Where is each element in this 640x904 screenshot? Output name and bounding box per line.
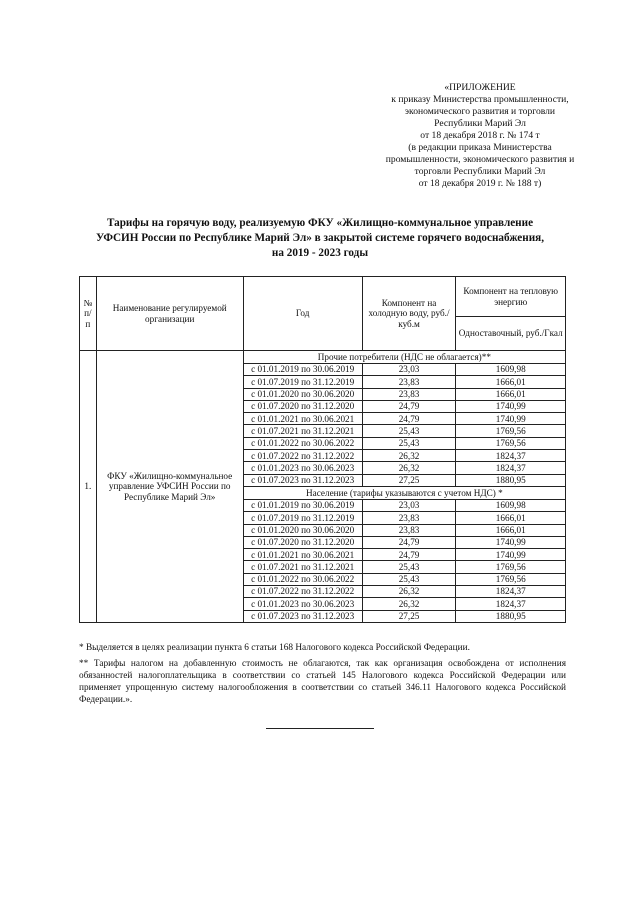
- cold-water-cell: 26,32: [362, 586, 456, 598]
- heat-cell: 1824,37: [456, 462, 566, 474]
- cold-water-cell: 25,43: [362, 561, 456, 573]
- heat-cell: 1740,99: [456, 400, 566, 412]
- cold-water-cell: 23,03: [362, 364, 456, 376]
- heat-cell: 1824,37: [456, 598, 566, 610]
- period-cell: с 01.01.2021 по 30.06.2021: [243, 413, 362, 425]
- period-cell: с 01.07.2019 по 31.12.2019: [243, 376, 362, 388]
- cold-water-cell: 24,79: [362, 400, 456, 412]
- period-cell: с 01.07.2023 по 31.12.2023: [243, 610, 362, 622]
- appendix-line: экономического развития и торговли: [404, 106, 556, 117]
- header-heat: Компонент на тепловую энергию: [456, 277, 566, 317]
- period-cell: с 01.01.2022 по 30.06.2022: [243, 437, 362, 449]
- heat-cell: 1666,01: [456, 388, 566, 400]
- heat-cell: 1769,56: [456, 573, 566, 585]
- appendix-line: Республики Марий Эл: [434, 118, 526, 129]
- period-cell: с 01.01.2020 по 30.06.2020: [243, 524, 362, 536]
- period-cell: с 01.01.2019 по 30.06.2019: [243, 364, 362, 376]
- period-cell: с 01.01.2020 по 30.06.2020: [243, 388, 362, 400]
- cold-water-cell: 25,43: [362, 573, 456, 585]
- appendix-line: промышленности, экономического развития и: [385, 154, 575, 165]
- period-cell: с 01.07.2019 по 31.12.2019: [243, 512, 362, 524]
- period-cell: с 01.07.2020 по 31.12.2020: [243, 536, 362, 548]
- period-cell: с 01.07.2022 по 31.12.2022: [243, 450, 362, 462]
- cold-water-cell: 27,25: [362, 610, 456, 622]
- period-cell: с 01.07.2021 по 31.12.2021: [243, 561, 362, 573]
- footnote-vat: * Выделяется в целях реализации пункта 6 статьи 168 Налогового кодекса Российской Федерации.: [79, 643, 470, 653]
- period-cell: с 01.01.2019 по 30.06.2019: [243, 499, 362, 511]
- heat-cell: 1609,98: [456, 364, 566, 376]
- title-line: Тарифы на горячую воду, реализуемую ФКУ «Жилищно-коммунальное управление: [106, 217, 534, 229]
- cold-water-cell: 26,32: [362, 462, 456, 474]
- heat-cell: 1740,99: [456, 413, 566, 425]
- title-line: УФСИН России по Республике Марий Эл» в закрытой системе горячего водоснабжения,: [95, 232, 544, 244]
- period-cell: с 01.07.2023 по 31.12.2023: [243, 474, 362, 486]
- cold-water-cell: 25,43: [362, 425, 456, 437]
- cold-water-cell: 27,25: [362, 474, 456, 486]
- heat-cell: 1769,56: [456, 437, 566, 449]
- appendix-line: торговли Республики Марий Эл: [414, 166, 546, 177]
- appendix-line: от 18 декабря 2018 г. № 174 т: [420, 130, 540, 141]
- cold-water-cell: 25,43: [362, 437, 456, 449]
- heat-cell: 1666,01: [456, 524, 566, 536]
- tariff-table: [79, 276, 566, 623]
- period-cell: с 01.01.2023 по 30.06.2023: [243, 462, 362, 474]
- heat-cell: 1769,56: [456, 561, 566, 573]
- section-title: Прочие потребители (НДС не облагается)**: [243, 351, 565, 364]
- heat-cell: 1880,95: [456, 610, 566, 622]
- heat-cell: 1666,01: [456, 376, 566, 388]
- heat-cell: 1880,95: [456, 474, 566, 486]
- cold-water-cell: 24,79: [362, 413, 456, 425]
- cold-water-cell: 23,83: [362, 376, 456, 388]
- heat-cell: 1666,01: [456, 512, 566, 524]
- organization-name: ФКУ «Жилищно-коммунальное управление УФСИН России по Республике Марий Эл»: [96, 351, 243, 623]
- tariff-body: [80, 351, 566, 623]
- cold-water-cell: 24,79: [362, 536, 456, 548]
- period-cell: с 01.01.2021 по 30.06.2021: [243, 549, 362, 561]
- header-cold-water: Компонент на холодную воду, руб./куб.м: [362, 277, 456, 351]
- heat-cell: 1769,56: [456, 425, 566, 437]
- section-title: Население (тарифы указываются с учетом НДС) *: [243, 486, 565, 499]
- appendix-line: к приказу Министерства промышленности,: [391, 94, 569, 105]
- cold-water-cell: 23,83: [362, 512, 456, 524]
- cold-water-cell: 23,83: [362, 524, 456, 536]
- footnote-exempt: ** Тарифы налогом на добавленную стоимость не облагаются, так как организация освобождена от исполнения обязанностей налогоплательщика в соответствии со статьей 145 Налогового кодекса Российской Федерации или применяет упрощенную систему налогообложения в соответствии со статьей 346.11 Налогового кодекса Российской Федерации.».: [79, 659, 566, 705]
- period-cell: с 01.07.2021 по 31.12.2021: [243, 425, 362, 437]
- cold-water-cell: 23,83: [362, 388, 456, 400]
- cold-water-cell: 26,32: [362, 450, 456, 462]
- period-cell: с 01.01.2023 по 30.06.2023: [243, 598, 362, 610]
- heat-cell: 1740,99: [456, 549, 566, 561]
- heat-cell: 1824,37: [456, 586, 566, 598]
- heat-cell: 1609,98: [456, 499, 566, 511]
- appendix-line: от 18 декабря 2019 г. № 188 т): [418, 178, 542, 189]
- cold-water-cell: 26,32: [362, 598, 456, 610]
- cold-water-cell: 24,79: [362, 549, 456, 561]
- section-row: [80, 351, 566, 364]
- period-cell: с 01.07.2022 по 31.12.2022: [243, 586, 362, 598]
- closing-divider: [266, 728, 374, 729]
- header-year: Год: [243, 277, 362, 351]
- appendix-line: «ПРИЛОЖЕНИЕ: [444, 82, 516, 93]
- header-number: № п/п: [80, 277, 97, 351]
- row-number: 1.: [80, 351, 97, 623]
- heat-cell: 1824,37: [456, 450, 566, 462]
- document-title: [60, 216, 580, 261]
- heat-cell: 1740,99: [456, 536, 566, 548]
- period-cell: с 01.07.2020 по 31.12.2020: [243, 400, 362, 412]
- header-organization: Наименование регулируемой организации: [96, 277, 243, 351]
- period-cell: с 01.01.2022 по 30.06.2022: [243, 573, 362, 585]
- cold-water-cell: 23,03: [362, 499, 456, 511]
- header-heat-single-rate: Одноставочный, руб./Гкал: [456, 317, 566, 351]
- title-line: на 2019 - 2023 годы: [271, 247, 369, 259]
- appendix-header: [360, 82, 600, 190]
- appendix-line: (в редакции приказа Министерства: [408, 142, 552, 153]
